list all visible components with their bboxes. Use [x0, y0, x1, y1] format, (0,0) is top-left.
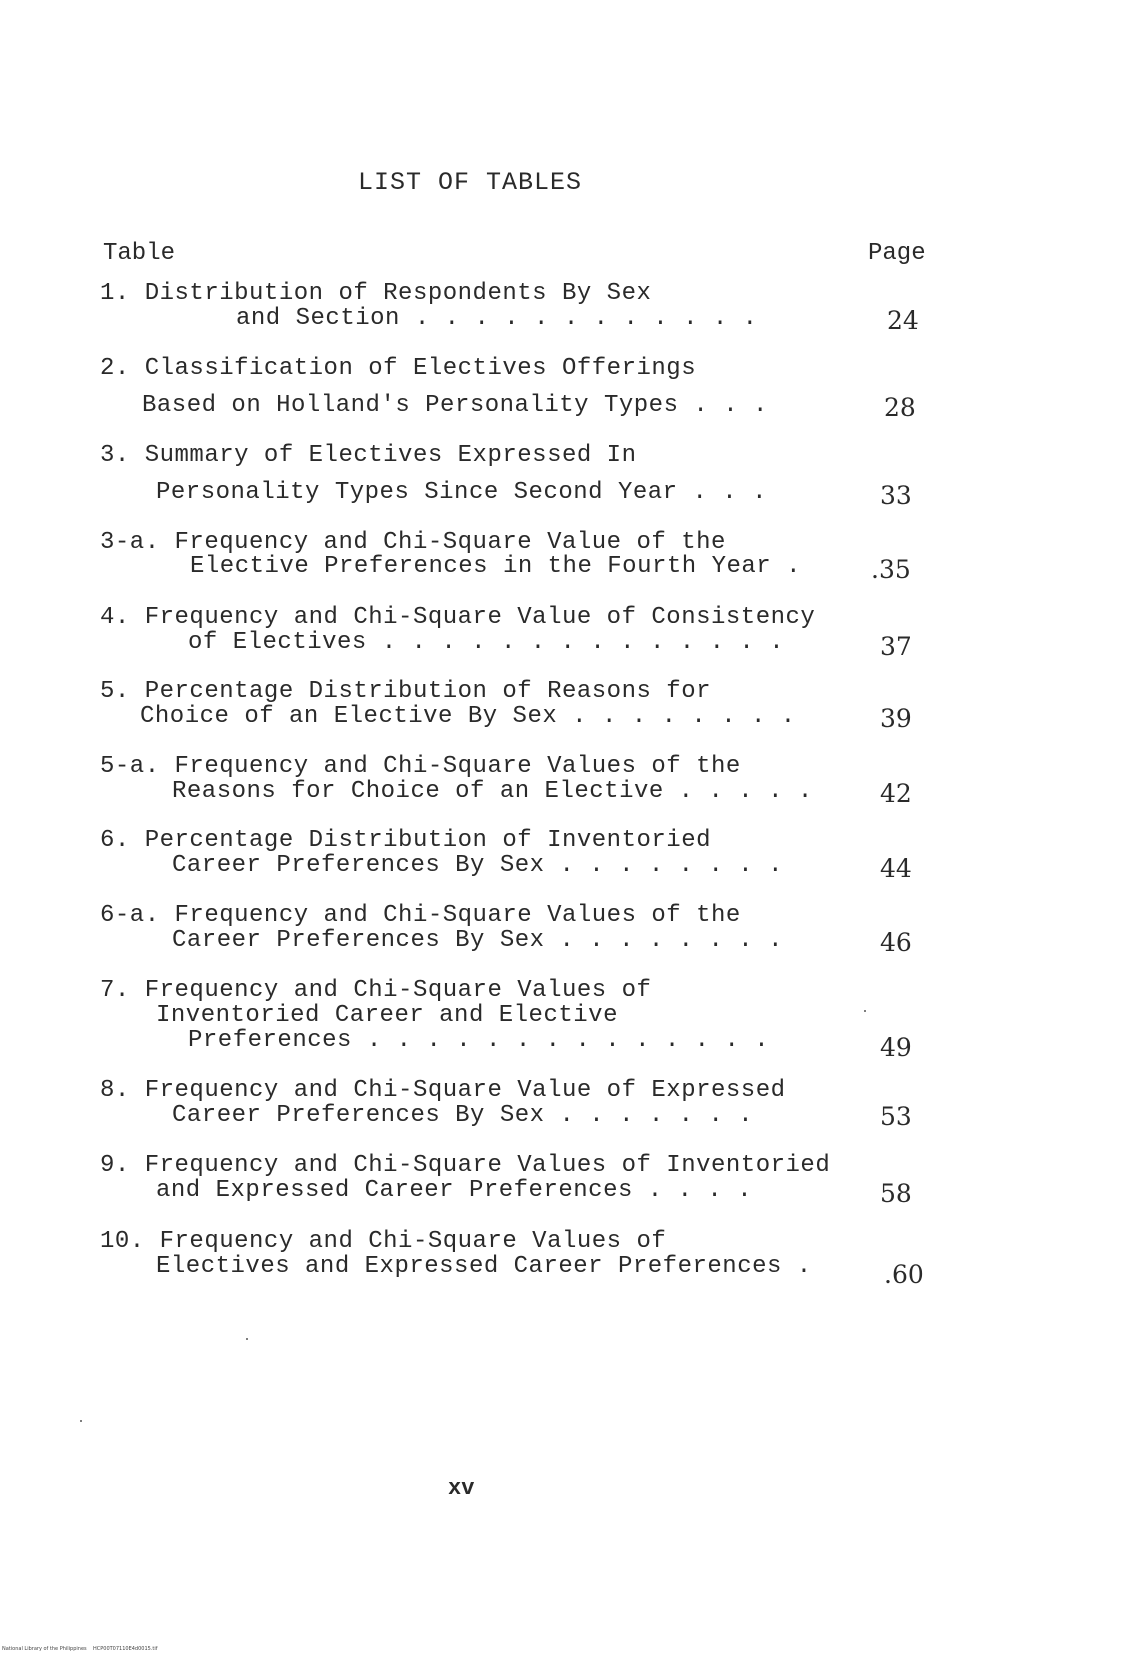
entry-line: Career Preferences By Sex . . . . . . . . [172, 927, 783, 954]
scan-speck [80, 1420, 82, 1422]
entry-line: 1. Distribution of Respondents By Sex [100, 280, 652, 307]
entry-line: 5-a. Frequency and Chi-Square Values of the [100, 753, 741, 780]
entry-line: 5. Percentage Distribution of Reasons for [100, 678, 711, 705]
entry-page-number: 49 [880, 1033, 912, 1062]
entry-line: Preferences . . . . . . . . . . . . . . [188, 1027, 770, 1054]
page-number: xv [448, 1476, 475, 1501]
scan-speck [864, 1010, 866, 1012]
entry-line: and Expressed Career Preferences . . . . [156, 1177, 753, 1204]
entry-page-number: 28 [884, 393, 916, 422]
entry-page-number: 53 [880, 1102, 912, 1131]
entry-page-number: 44 [880, 854, 912, 883]
entry-line: Personality Types Since Second Year . . . [156, 479, 767, 506]
entry-line: of Electives . . . . . . . . . . . . . . [188, 629, 785, 656]
entry-line: 9. Frequency and Chi-Square Values of Inventoried [100, 1152, 831, 1179]
entry-page-number: 33 [880, 481, 912, 510]
entry-line: Elective Preferences in the Fourth Year . [190, 553, 801, 580]
entry-line: 3-a. Frequency and Chi-Square Value of the [100, 529, 726, 556]
entry-line: Reasons for Choice of an Elective . . . . . [172, 778, 813, 805]
entry-line: 3. Summary of Electives Expressed In [100, 442, 637, 469]
entry-line: 6-a. Frequency and Chi-Square Values of the [100, 902, 741, 929]
page-column-header: Page [868, 240, 926, 267]
entry-line: Inventoried Career and Elective [156, 1002, 618, 1029]
entry-line: Career Preferences By Sex . . . . . . . . [172, 852, 783, 879]
entry-page-number: 24 [887, 306, 919, 335]
entry-page-number: 39 [880, 704, 912, 733]
page-title: LIST OF TABLES [357, 168, 583, 197]
entry-line: 10. Frequency and Chi-Square Values of [100, 1228, 667, 1255]
entry-line: 7. Frequency and Chi-Square Values of [100, 977, 652, 1004]
entry-line: 6. Percentage Distribution of Inventoried [100, 827, 711, 854]
entry-line: Choice of an Elective By Sex . . . . . . . . [140, 703, 796, 730]
entry-line: Career Preferences By Sex . . . . . . . [172, 1102, 754, 1129]
entry-line: Electives and Expressed Career Preferences . [156, 1253, 812, 1280]
entry-page-number: 58 [880, 1179, 912, 1208]
entry-line: 2. Classification of Electives Offerings [100, 355, 697, 382]
entry-page-number: 46 [880, 928, 912, 957]
entry-page-number: 42 [880, 779, 912, 808]
entry-line: 4. Frequency and Chi-Square Value of Consistency [100, 604, 816, 631]
entry-line: and Section . . . . . . . . . . . . [236, 305, 758, 332]
entry-line: Based on Holland's Personality Types . . . [142, 392, 768, 419]
table-column-header: Table [103, 240, 176, 267]
entry-page-number: .60 [884, 1260, 924, 1289]
entry-page-number: 37 [880, 632, 912, 661]
scan-speck [246, 1338, 248, 1340]
archive-footer: National Library of the Philippines HCP00T07110E4d0015.tif [2, 1646, 158, 1652]
entry-page-number: .35 [871, 555, 911, 584]
entry-line: 8. Frequency and Chi-Square Value of Expressed [100, 1077, 786, 1104]
